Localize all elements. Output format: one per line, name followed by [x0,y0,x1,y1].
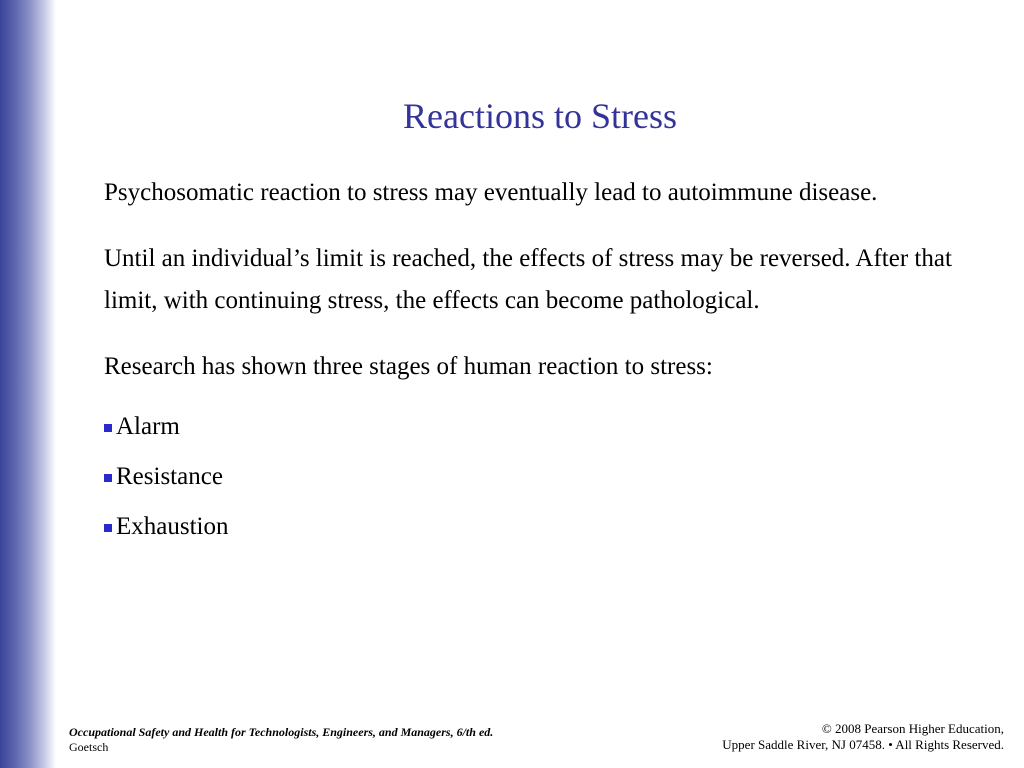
bullet-item-exhaustion [104,506,984,556]
bullet-text: Resistance [116,463,223,490]
bullet-item-resistance [104,456,984,506]
slide-body [104,172,984,556]
footer-copyright [722,721,1004,753]
footer-citation [69,725,493,755]
bullet-item-alarm [104,406,984,456]
paragraph-autoimmune: Psychosomatic reaction to stress may eventually lead to autoimmune disease. [104,179,878,206]
paragraph-limit: Until an individual’s limit is reached, the effects of stress may be reversed. After that limit, with continuing stress, the effects can become pathological. [104,245,952,314]
square-bullet-icon [104,474,112,482]
copyright-line-1: © 2008 Pearson Higher Education, [821,721,1004,736]
square-bullet-icon [104,524,112,532]
bullet-text: Exhaustion [116,513,229,540]
footer-author: Goetsch [69,740,109,754]
decorative-side-band [0,0,56,768]
footer-book-title: Occupational Safety and Health for Technologists, Engineers, and Managers, 6/th ed. [69,725,494,739]
slide-title: Reactions to Stress [403,96,677,136]
copyright-line-2: Upper Saddle River, NJ 07458. • All Rights Reserved. [722,737,1004,752]
paragraph-stages-intro: Research has shown three stages of human reaction to stress: [104,353,713,380]
bullet-text: Alarm [116,413,180,440]
square-bullet-icon [104,424,112,432]
